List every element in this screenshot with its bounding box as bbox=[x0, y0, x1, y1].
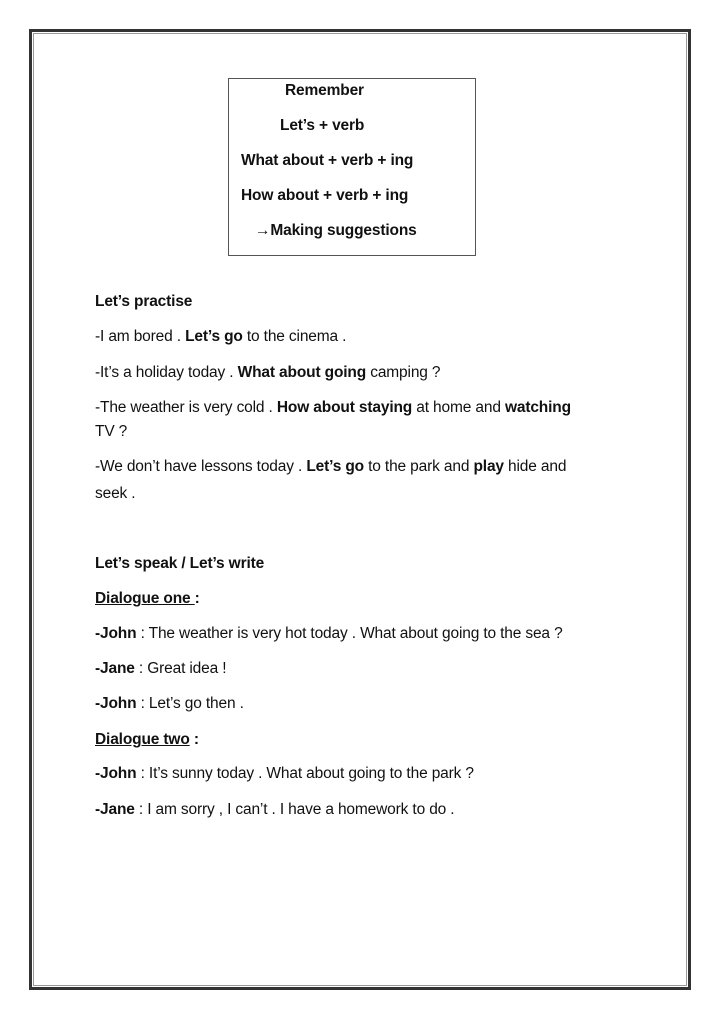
speaker: -John bbox=[95, 625, 137, 642]
practise-sentence bbox=[95, 398, 571, 418]
practise-sentence bbox=[95, 363, 440, 383]
remember-title: Remember bbox=[285, 82, 364, 99]
suggestion: What about going bbox=[237, 364, 367, 381]
text: -It’s a holiday today . bbox=[95, 364, 238, 381]
speaker: -John bbox=[95, 695, 137, 712]
line-text: : I am sorry , I can’t . I have a homework to do . bbox=[134, 801, 455, 818]
conclusion bbox=[255, 221, 417, 241]
speaker: -Jane bbox=[95, 660, 135, 677]
dialogue-line bbox=[95, 764, 474, 784]
practise-heading: Let’s practise bbox=[95, 293, 193, 310]
practise-sentence bbox=[95, 327, 346, 347]
suggestion: How about staying bbox=[276, 399, 413, 416]
arrow-icon: → bbox=[255, 222, 271, 239]
practise-sentence-cont: seek . bbox=[95, 485, 136, 502]
dialogue-title: Dialogue one bbox=[95, 590, 195, 607]
suggestion: Let’s go bbox=[185, 328, 243, 345]
rule-lets: Let’s + verb bbox=[280, 117, 365, 134]
rule-what-about: What about + verb + ing bbox=[241, 152, 414, 169]
text: -I am bored . bbox=[95, 328, 186, 345]
suggestion: watching bbox=[504, 399, 571, 416]
suggestion: play bbox=[473, 458, 504, 475]
text: to the cinema . bbox=[242, 328, 347, 345]
line-text: : Great idea ! bbox=[134, 660, 227, 677]
line-text: : The weather is very hot today . What about going to the sea ? bbox=[136, 625, 563, 642]
practise-sentence bbox=[95, 457, 566, 477]
rule-how-about: How about + verb + ing bbox=[241, 187, 409, 204]
line-text: : Let’s go then . bbox=[136, 695, 244, 712]
colon: : bbox=[189, 731, 199, 748]
text: hide and bbox=[503, 458, 567, 475]
text: -The weather is very cold . bbox=[95, 399, 277, 416]
dialogue-line bbox=[95, 800, 454, 820]
dialogue-line bbox=[95, 624, 563, 644]
text: camping ? bbox=[366, 364, 441, 381]
conclusion-text: Making suggestions bbox=[270, 222, 417, 239]
speak-heading: Let’s speak / Let’s write bbox=[95, 555, 265, 572]
practise-sentence-cont: TV ? bbox=[95, 423, 128, 440]
colon: : bbox=[194, 590, 200, 607]
speaker: -John bbox=[95, 765, 137, 782]
dialogue-line bbox=[95, 694, 244, 714]
dialogue-one-title bbox=[95, 589, 200, 609]
dialogue-title: Dialogue two bbox=[95, 731, 190, 748]
suggestion: Let’s go bbox=[306, 458, 364, 475]
speaker: -Jane bbox=[95, 801, 135, 818]
text: at home and bbox=[412, 399, 505, 416]
dialogue-line bbox=[95, 659, 226, 679]
line-text: : It’s sunny today . What about going to the park ? bbox=[136, 765, 474, 782]
text: to the park and bbox=[363, 458, 474, 475]
text: -We don’t have lessons today . bbox=[95, 458, 307, 475]
dialogue-two-title bbox=[95, 730, 199, 750]
